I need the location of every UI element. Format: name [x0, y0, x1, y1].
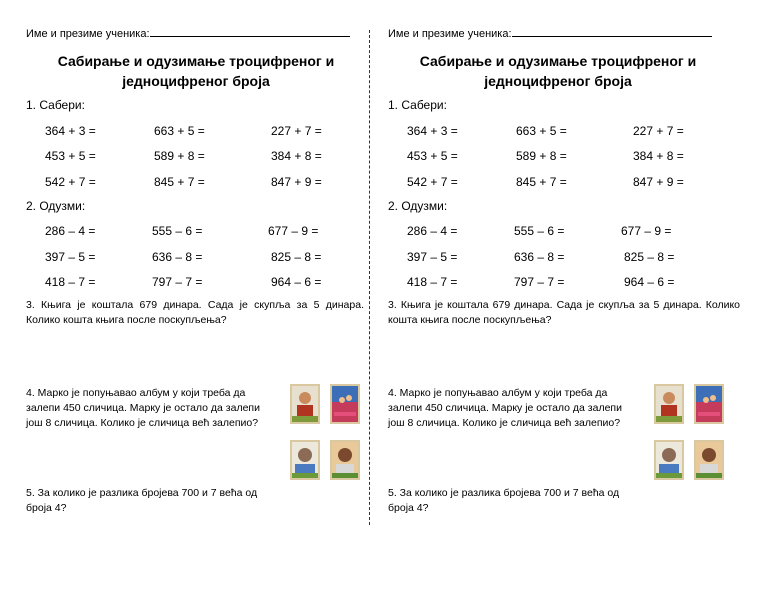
worksheet-right	[388, 0, 738, 594]
add-exercise: 364 + 3 =	[407, 124, 458, 138]
team-sticker-icon	[330, 384, 360, 424]
subtract-exercise: 636 – 8 =	[152, 250, 203, 264]
subtract-exercise: 636 – 8 =	[514, 250, 565, 264]
title-line-2: једноцифреног броја	[122, 73, 270, 89]
team-sticker-icon	[694, 384, 724, 424]
subtract-exercise: 825 – 8 =	[624, 250, 675, 264]
player-sticker-icon	[290, 440, 320, 480]
task-5-line-2: броја 4?	[26, 502, 67, 514]
worksheet-title	[26, 51, 366, 91]
player-sticker-icon	[654, 384, 684, 424]
section-add-heading: 1. Сабери:	[388, 98, 447, 112]
title-line-2: једноцифреног броја	[484, 73, 632, 89]
add-exercise: 364 + 3 =	[45, 124, 96, 138]
add-exercise: 663 + 5 =	[516, 124, 567, 138]
subtract-exercise: 797 – 7 =	[152, 275, 203, 289]
student-name-line	[26, 26, 350, 40]
add-exercise: 453 + 5 =	[407, 149, 458, 163]
section-subtract-heading: 2. Одузми:	[26, 199, 86, 213]
album-stickers	[652, 384, 732, 486]
task-4-line-2: залепи 450 сличица. Марку је остало да залепи	[26, 402, 260, 414]
task-5-line-1: 5. За колико је разлика бројева 700 и 7 већа од	[388, 487, 620, 499]
add-exercise: 453 + 5 =	[45, 149, 96, 163]
section-add-heading: 1. Сабери:	[26, 98, 85, 112]
add-exercise: 227 + 7 =	[271, 124, 322, 138]
add-exercise: 589 + 8 =	[154, 149, 205, 163]
subtract-exercise: 397 – 5 =	[45, 250, 96, 264]
add-exercise: 663 + 5 =	[154, 124, 205, 138]
subtract-exercise: 286 – 4 =	[45, 224, 96, 238]
subtract-exercise: 555 – 6 =	[152, 224, 203, 238]
add-exercise: 847 + 9 =	[271, 175, 322, 189]
add-exercise: 589 + 8 =	[516, 149, 567, 163]
worksheet-title	[388, 51, 728, 91]
subtract-exercise: 397 – 5 =	[407, 250, 458, 264]
task-4-line-1: 4. Марко је попуњавао албум у који треба да	[388, 387, 608, 399]
task-4-line-2: залепи 450 сличица. Марку је остало да залепи	[388, 402, 622, 414]
student-name-label: Име и презиме ученика:	[26, 28, 150, 40]
subtract-exercise: 964 – 6 =	[624, 275, 675, 289]
task-4-line-3: још 8 сличица. Колико је сличица већ залепио?	[388, 417, 621, 429]
task-5-line-1: 5. За колико је разлика бројева 700 и 7 већа од	[26, 487, 258, 499]
add-exercise: 845 + 7 =	[516, 175, 567, 189]
title-line-1: Сабирање и одузимање троцифреног и	[57, 53, 335, 69]
task-4-line-1: 4. Марко је попуњавао албум у који треба да	[26, 387, 246, 399]
title-line-1: Сабирање и одузимање троцифреног и	[419, 53, 697, 69]
add-exercise: 845 + 7 =	[154, 175, 205, 189]
task-3-text: 3. Књига је коштала 679 динара. Сада је скупља за 5 динара. Колико кошта књига после поскупљења?	[26, 299, 364, 326]
subtract-exercise: 418 – 7 =	[45, 275, 96, 289]
task-4-line-3: још 8 сличица. Колико је сличица већ залепио?	[26, 417, 259, 429]
subtract-exercise: 286 – 4 =	[407, 224, 458, 238]
add-exercise: 847 + 9 =	[633, 175, 684, 189]
player-sticker-icon	[290, 384, 320, 424]
add-exercise: 384 + 8 =	[271, 149, 322, 163]
add-exercise: 227 + 7 =	[633, 124, 684, 138]
section-subtract-heading: 2. Одузми:	[388, 199, 448, 213]
subtract-exercise: 677 – 9 =	[621, 224, 672, 238]
subtract-exercise: 418 – 7 =	[407, 275, 458, 289]
player-sticker-icon	[330, 440, 360, 480]
subtract-exercise: 964 – 6 =	[271, 275, 322, 289]
subtract-exercise: 797 – 7 =	[514, 275, 565, 289]
add-exercise: 542 + 7 =	[407, 175, 458, 189]
add-exercise: 542 + 7 =	[45, 175, 96, 189]
subtract-exercise: 555 – 6 =	[514, 224, 565, 238]
player-sticker-icon	[654, 440, 684, 480]
student-name-label: Име и презиме ученика:	[388, 28, 512, 40]
player-sticker-icon	[694, 440, 724, 480]
worksheet-left	[26, 0, 376, 594]
add-exercise: 384 + 8 =	[633, 149, 684, 163]
task-5-line-2: броја 4?	[388, 502, 429, 514]
student-name-blank[interactable]	[512, 26, 712, 37]
album-stickers	[288, 384, 368, 486]
subtract-exercise: 677 – 9 =	[268, 224, 319, 238]
student-name-line	[388, 26, 712, 40]
task-3-text: 3. Књига је коштала 679 динара. Сада је скупља за 5 динара. Колико кошта књига после поскупљења?	[388, 299, 740, 326]
student-name-blank[interactable]	[150, 26, 350, 37]
subtract-exercise: 825 – 8 =	[271, 250, 322, 264]
